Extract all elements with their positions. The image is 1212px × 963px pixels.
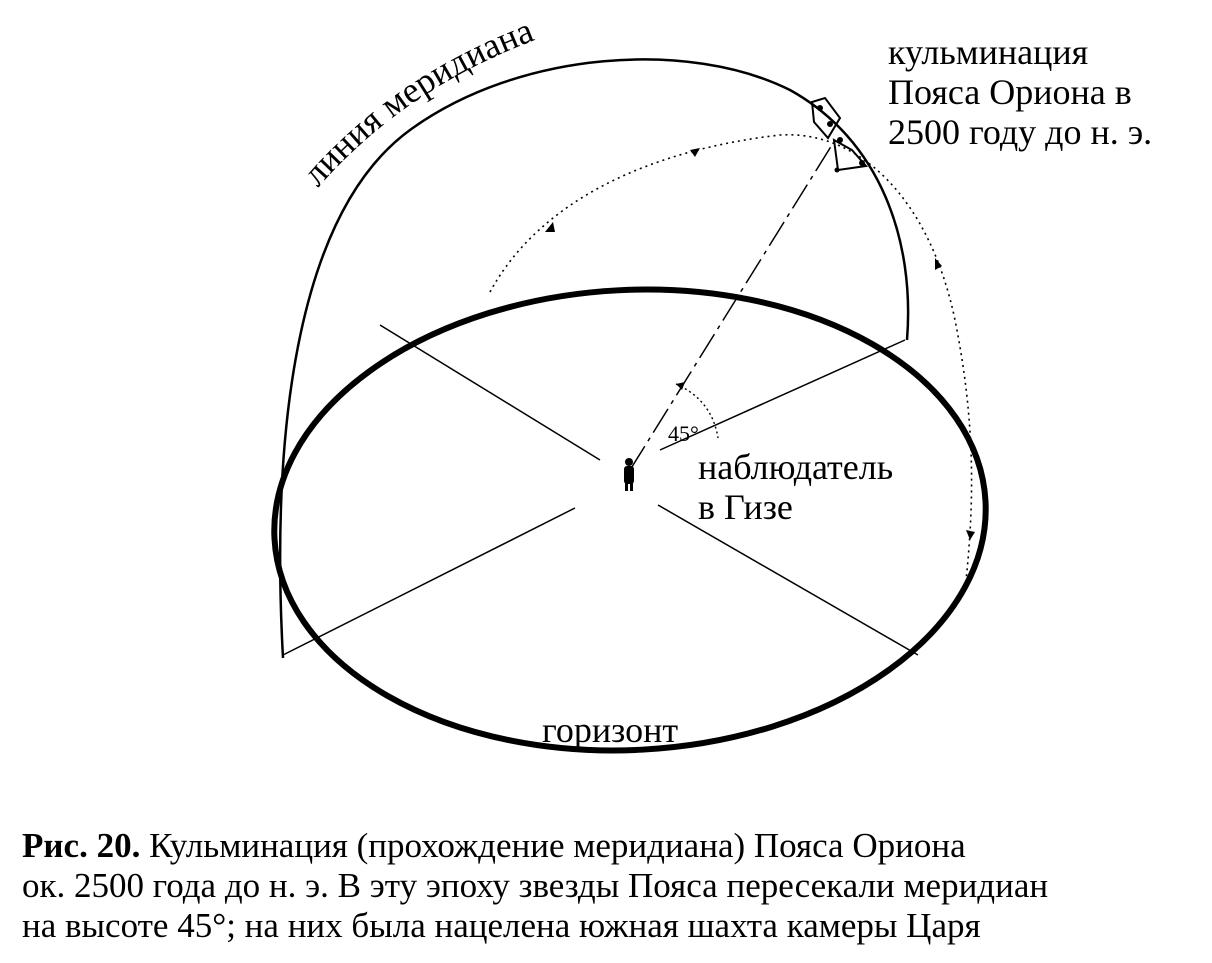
orion-belt-marker [812, 98, 866, 173]
horizon-axis-line [658, 505, 918, 655]
culmination-label-line-1: кульминация [888, 32, 1089, 72]
figure-caption [22, 826, 1192, 946]
horizon-label: горизонт [542, 710, 679, 750]
angle-label: 45° [668, 421, 699, 446]
caption-line-3: на высоте 45°; на них была нацелена южная шахта камеры Царя [22, 906, 981, 945]
arrow-marker [545, 222, 555, 232]
culmination-label-line-2: Пояса Ориона в [888, 72, 1132, 112]
horizon-ellipse [262, 272, 997, 769]
arrow-marker [690, 148, 700, 157]
horizon-axis-line [380, 325, 600, 460]
horizon-axis-line [283, 508, 575, 655]
caption-text-1: Кульминация (прохождение меридиана) Пояса Ориона [149, 826, 966, 865]
observer-figure [624, 458, 634, 491]
figure-number: Рис. 20. [22, 826, 141, 865]
meridian-arc [280, 59, 908, 658]
observer-label-line-1: наблюдатель [698, 447, 894, 487]
arrow-marker [966, 530, 975, 540]
caption-line-2: ок. 2500 года до н. э. В эту эпоху звезды Пояса пересекали меридиан [22, 866, 1049, 905]
meridian-line-label: линия меридиана [294, 9, 539, 194]
culmination-label-line-3: 2500 году до н. э. [888, 112, 1153, 152]
observer-label-line-2: в Гизе [698, 487, 793, 527]
arrow-marker [935, 258, 942, 270]
sight-line [630, 140, 835, 470]
caption-line-1 [22, 826, 1192, 866]
